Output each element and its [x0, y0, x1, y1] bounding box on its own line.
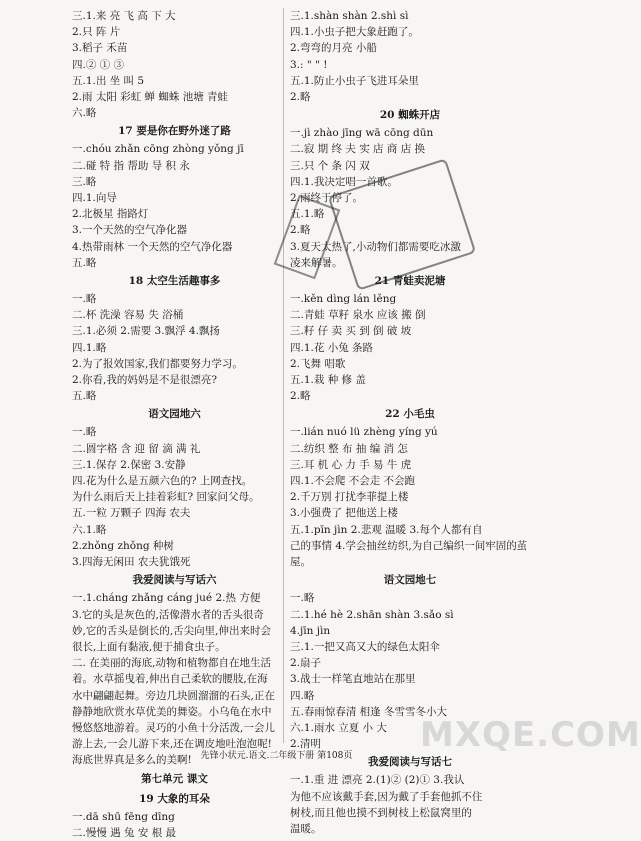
answer-line: 四.1.花 小兔 条路 — [290, 341, 374, 354]
answer-line: 五.略 — [72, 256, 97, 269]
answer-line: 为什么雨后天上挂着彩虹? 回家问父母。 — [72, 491, 260, 504]
answer-line: 三.1.来 亮 飞 高 下 大 — [72, 10, 176, 22]
answer-line: 2.略 — [290, 91, 311, 104]
answer-line: 一.略 — [290, 592, 315, 605]
answer-line: 二. 在美丽的海底,动物和植物都自在地生活 — [72, 657, 272, 670]
answer-line: 二.青蛙 草籽 泉水 应该 搬 倒 — [290, 309, 426, 322]
answer-line: 一.略 — [72, 426, 97, 439]
answer-line: 三.1.shàn shàn 2.shì sì — [290, 10, 409, 22]
answer-line: 五.略 — [72, 390, 97, 403]
answer-line: 六.1.略 — [72, 523, 107, 536]
answer-line: 一.jì zhào jīng wā cōng dūn — [290, 127, 434, 140]
answer-line: 2.你看,我的妈妈是不是很漂亮? — [72, 374, 217, 387]
answer-line: 五.1.略 — [290, 208, 325, 221]
answer-line: 2.zhǒng zhǒng 种树 — [72, 539, 174, 552]
answer-line: 一.chóu zhǎn cōng zhòng yǒng jī — [72, 143, 244, 156]
section-heading: 我爱阅读与写话六 — [132, 574, 217, 587]
watermark: MXQE.COM — [420, 715, 641, 755]
section-heading: 17 要是你在野外迷了路 — [118, 125, 231, 138]
answer-line: 4.热带雨林 一个天然的空气净化器 — [72, 240, 233, 253]
answer-line: 二.1.hé hè 2.shān shàn 3.sǎo sì — [290, 608, 454, 621]
answer-line: 3.稻子 禾苗 — [72, 42, 128, 55]
answer-line: 四.1.略 — [72, 341, 107, 354]
answer-line: 3.四海无闲田 农夫犹饿死 — [72, 556, 191, 569]
answer-line: 2.飞舞 唱歌 — [290, 357, 346, 370]
answer-line: 3.它的头是灰色的,活像潜水者的舌头很奇妙,它的舌头是倒长的,舌尖向里,伸出来时会很长,上面有黏液,便于捕食虫子。 — [72, 608, 272, 653]
right-column — [290, 8, 530, 837]
answer-line: 2.只 阵 片 — [72, 26, 121, 39]
answer-line: 五.春雨惊春清 相逢 冬雪雪冬小大 — [290, 705, 448, 718]
answer-line: 二.慢慢 遇 兔 安 根 最 — [72, 826, 177, 839]
answer-line: 二.寂 期 终 夫 实 店 商 店 换 — [290, 143, 426, 156]
answer-line: 2.雨终于停了。 — [290, 192, 364, 205]
section-heading: 第七单元 课文 — [141, 772, 208, 785]
answer-line: 三.1.必须 2.需要 3.飘浮 4.飘扬 — [72, 325, 220, 338]
section-heading: 22 小毛虫 — [385, 408, 435, 421]
answer-line: 2.扇子 — [290, 657, 322, 670]
answer-line: 二.杯 洗澡 容易 失 浴桶 — [72, 309, 184, 322]
answer-line: 三.1.一把又高又大的绿色太阳伞 — [290, 640, 440, 653]
answer-line: 2.为了报效国家,我们都要努力学习。 — [72, 357, 243, 370]
answer-line: 六.1.雨水 立夏 小 大 — [290, 721, 387, 734]
answer-line: 2.清明 — [290, 738, 322, 751]
section-heading: 19 大象的耳朵 — [139, 792, 210, 805]
answer-line: 四.② ① ③ — [72, 58, 125, 71]
answer-line: 凌来解暑。 — [290, 256, 343, 269]
section-heading: 18 太空生活趣事多 — [128, 275, 221, 288]
answer-line: 2.略 — [290, 224, 311, 237]
answer-line: 3.: " " ! — [290, 58, 328, 71]
answer-line: 2.雨 太阳 彩虹 蝉 蜘蛛 池塘 青蛙 — [72, 91, 229, 104]
answer-line: 3.夏天太热了,小动物们都需要吃冰激 — [290, 240, 461, 253]
answer-line: 三.籽 仔 卖 买 到 倒 破 坡 — [290, 325, 412, 338]
answer-line: 树枝,而且他也摸不到树枝上松鼠窝里的 — [290, 806, 472, 819]
answer-line: 三.略 — [72, 175, 97, 188]
answer-line: 着。水草摇曳着,伸出自己柔软的腰肢,在海水中翩翩起舞。旁边几块圆溜溜的石头,正在静静地欣赏水草优美的舞姿。小乌龟在水中慢悠悠地游着。灵巧的小鱼十分活泼,一会儿游上去,一会儿游下来,还在调皮地吐泡泡呢!海底世界真是多么的美啊! — [72, 673, 275, 767]
answer-line: 四.1.我决定唱一首歌。 — [290, 175, 398, 188]
answer-line: 三.只 个 条 闪 双 — [290, 159, 370, 172]
answer-line: 三.1.保存 2.保密 3.安静 — [72, 458, 186, 471]
left-column — [72, 8, 277, 841]
answer-line: 2.北极星 指路灯 — [72, 208, 149, 221]
section-heading: 20 蜘蛛开店 — [379, 109, 441, 122]
answer-line: 一.lián nuó lü zhèng yíng yú — [290, 426, 438, 439]
answer-line: 三.耳 机 心 力 手 易 牛 虎 — [290, 458, 412, 471]
column-divider — [283, 8, 284, 743]
answer-line: 3.小强费了 把他送上楼 — [290, 507, 398, 520]
answer-line: 五.1.出 坐 叫 5 — [72, 74, 145, 87]
answer-line: 二.纺织 整 布 抽 编 消 怎 — [290, 442, 408, 455]
answer-line: 为他不应该戴手套,因为戴了手套他抓不住 — [290, 790, 483, 803]
answer-line: 3.战士一样笔直地站在那里 — [290, 673, 416, 686]
answer-line: 一.略 — [72, 293, 97, 306]
answer-line: 四.1.向导 — [72, 192, 117, 205]
answer-line: 二.圆字格 含 迎 留 滴 满 礼 — [72, 442, 201, 455]
answer-line: 己的事情 4.学会抽丝纺织,为自己编织一间牢固的茧屋。 — [290, 539, 528, 569]
answer-line: 四.1.不会爬 不会走 不会跑 — [290, 475, 416, 488]
answer-line: 四.花为什么是五颜六色的? 上网查找。 — [72, 475, 253, 488]
answer-line: 2.千万别 打扰李菲提上楼 — [290, 491, 409, 504]
answer-line: 五.一粒 万颗子 四海 农夫 — [72, 507, 191, 520]
section-heading: 语文园地七 — [383, 574, 437, 587]
answer-line: 2.略 — [290, 390, 311, 403]
answer-line: 四.1.小虫子把大象赶跑了。 — [290, 26, 419, 39]
answer-line: 温暖。 — [290, 822, 322, 835]
answer-line: 3.一个天然的空气净化器 — [72, 224, 188, 237]
answer-line: 五.1.防止小虫子飞进耳朵里 — [290, 74, 419, 87]
answer-line: 一.1.重 进 漂亮 2.(1)② (2)① 3.我认 — [290, 774, 465, 787]
answer-line: 一.dā shū fēng dīng — [72, 810, 175, 823]
section-heading: 21 青蛙卖泥塘 — [374, 275, 446, 288]
answer-line: 五.1.pīn jìn 2.悲观 温暖 3.每个人都有自 — [290, 523, 483, 536]
answer-line: 4.jīn jìn — [290, 624, 331, 637]
answer-line: 一.1.cháng zhǎng cáng jué 2.热 方便 — [72, 592, 261, 605]
answer-line: 五.1.栽 种 修 盖 — [290, 374, 366, 387]
answer-line: 六.略 — [72, 107, 97, 120]
section-heading: 我爱阅读与写话七 — [368, 756, 452, 769]
answer-line: 四.略 — [290, 689, 315, 702]
section-heading: 语文园地六 — [148, 408, 201, 421]
answer-line: 一.kěn dìng lán lěng — [290, 293, 397, 306]
answer-line: 2.弯弯的月亮 小船 — [290, 42, 377, 55]
answer-line: 二.碰 特 指 帮助 导 积 永 — [72, 159, 190, 172]
page-footer: 先锋小状元.语文.二年级下册 第108页 — [200, 751, 353, 761]
